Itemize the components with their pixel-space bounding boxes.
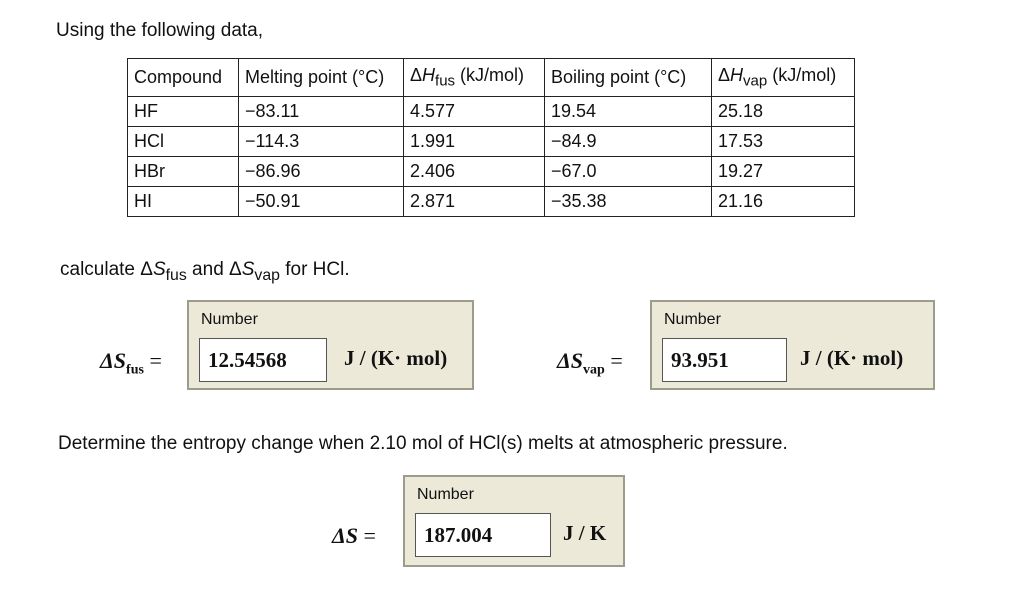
delta-s-vap-symbol: $\Delta S_{vap}$ = — [557, 348, 623, 378]
delta-s-symbol: ΔS = — [332, 523, 376, 548]
header-dh-vap: $\Delta H_{vap}$ (kJ/mol) — [712, 59, 855, 97]
table-cell: 17.53 — [712, 127, 855, 157]
header-dh-fus: $\Delta H_{fus}$ (kJ/mol) — [404, 59, 545, 97]
total-number-label: Number — [417, 486, 474, 503]
total-unit: J / K — [563, 521, 607, 545]
table-cell: HF — [128, 97, 239, 127]
table-cell: 1.991 — [404, 127, 545, 157]
table-cell: 2.406 — [404, 157, 545, 187]
vap-answer-box — [650, 300, 935, 390]
fus-input[interactable] — [199, 338, 327, 382]
table-header-row — [128, 59, 855, 97]
table-cell: HBr — [128, 157, 239, 187]
fus-unit: J / (K· mol) — [344, 346, 448, 370]
fus-number-label: Number — [201, 311, 258, 328]
intro-text: Using the following data, — [56, 20, 264, 41]
question-2: Determine the entropy change when 2.10 mol of HCl(s) melts at atmospheric pressure. — [58, 433, 788, 454]
table-cell: 19.27 — [712, 157, 855, 187]
table-cell: 19.54 — [545, 97, 712, 127]
data-table — [127, 58, 855, 217]
header-melting-point: Melting point (°C) — [239, 59, 404, 97]
vap-unit: J / (K· mol) — [800, 346, 904, 370]
vap-input[interactable] — [662, 338, 787, 382]
table-cell: −50.91 — [239, 187, 404, 217]
vap-number-label: Number — [664, 311, 721, 328]
table-cell: 25.18 — [712, 97, 855, 127]
table-cell: 21.16 — [712, 187, 855, 217]
header-compound: Compound — [128, 59, 239, 97]
header-boiling-point: Boiling point (°C) — [545, 59, 712, 97]
question-1: calculate $\Delta S_{fus}$ and $\Delta S_{vap}$ for HCl. — [60, 259, 350, 284]
total-answer-box — [403, 475, 625, 567]
table-row — [128, 97, 855, 127]
table-cell: −35.38 — [545, 187, 712, 217]
delta-s-fus-symbol: $\Delta S_{fus}$ = — [100, 348, 162, 378]
table-cell: −84.9 — [545, 127, 712, 157]
table-row — [128, 127, 855, 157]
table-cell: −83.11 — [239, 97, 404, 127]
table-cell: HCl — [128, 127, 239, 157]
table-row — [128, 157, 855, 187]
fus-answer-box — [187, 300, 474, 390]
table-cell: −67.0 — [545, 157, 712, 187]
table-cell: 4.577 — [404, 97, 545, 127]
table-cell: 2.871 — [404, 187, 545, 217]
table-cell: −86.96 — [239, 157, 404, 187]
total-input[interactable] — [415, 513, 551, 557]
table-row — [128, 187, 855, 217]
table-cell: HI — [128, 187, 239, 217]
table-cell: −114.3 — [239, 127, 404, 157]
